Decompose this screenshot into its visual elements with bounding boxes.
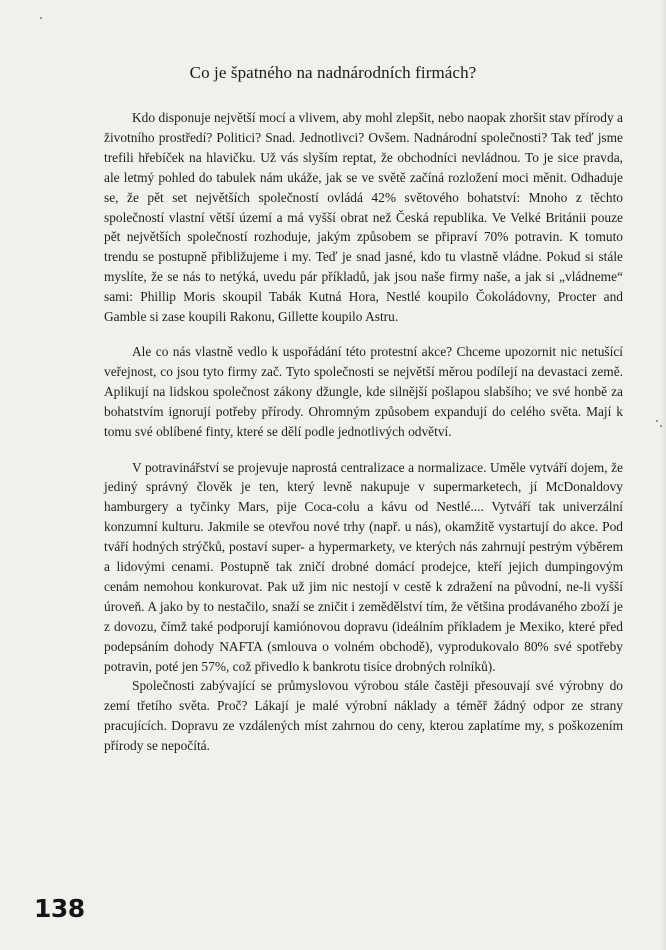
scan-speck xyxy=(656,420,658,422)
paragraph: Kdo disponuje největší mocí a vlivem, aby mohl zlepšit, nebo naopak zhoršit stav přírody a životního prostředí? Politici? Snad. Jednotlivci? Ovšem. Nadnárodní společnosti? Tak teď jsme trefili hřebíček na hlavičku. Už vás slyším reptat, že obchodníci nevládnou. To je sice pravda, ale letmý pohled do tabulek nám ukáže, jak se ve světě začíná rozložení moci měnit. Odhaduje se, že pět set největších společností ovládá 42% světového bohatství: Mnoho z těchto společností vlastní větší území a má vyšší obrat než Česká republika. Ve Velké Británii pouze pět největších společností rozhoduje, jakým způsobem se připraví 70% potravin. K tomuto trendu se postupně přibližujeme i my. Teď je snad jasné, kdo tu vlastně vládne. Pokud si stále myslíte, že se nás to netýká, uvedu pár příkladů, jak jsou naše firmy naše, a jak si „vládneme“ sami: Phillip Moris skoupil Tabák Kutná Hora, Nestlé koupilo Čokoládovny, Procter and Gamble si zase koupili Rakonu, Gillette koupilo Astru. xyxy=(104,110,623,325)
page-edge-shadow xyxy=(660,0,666,950)
paragraph: V potravinářství se projevuje naprostá centralizace a normalizace. Uměle vytváří dojem, že jediný správný člověk je ten, který levně nakupuje v supermarketech, jí McDonaldovy hamburgery a tyčinky Mars, pije Coca-colu a kávu od Nestlé.... Vytváří tak univerzální konzumní kulturu. Jakmile se otevřou nové trhy (např. u nás), okamžitě vystartují do akce. Pod tváří hodných strýčků, postaví super- a hypermarkety, ve kterých nás zahrnují pestrým výběrem a lidovými cenami. Postupně tak zničí drobné domácí prodejce, kteří jejich dumpingovým cenám nemohou konkurovat. Pak už jim nic nestojí v cestě k zdražení na původní, ne-li vyšší úroveň. A jako by to nestačilo, snaží se zničit i zemědělství tím, že většina prodávaného zboží je z dovozu, čímž také podporují kamiónovou dopravu (ideálním příkladem je Mexiko, které před podepsáním dohody NAFTA (smlouva o volném obchodě), vyprodukovalo 80% své spotřeby potravin, poté jen 57%, což přivedlo k bankrotu tisíce drobných rolníků). xyxy=(104,459,623,674)
body-text xyxy=(104,108,623,756)
page-number: 138 xyxy=(34,894,85,923)
paragraph: Společnosti zabývající se průmyslovou výrobou stále častěji přesouvají své výrobny do zemí třetího světa. Proč? Lákají je malé výrobní náklady a téměř žádný odpor ze strany pracujících. Dopravu ze vzdálených míst zahrnou do ceny, kterou zaplatíme my, s poškozením přírody se nepočítá. xyxy=(104,678,623,754)
chapter-title: Co je špatného na nadnárodních firmách? xyxy=(189,63,477,82)
paragraph: Ale co nás vlastně vedlo k uspořádání této protestní akce? Chceme upozornit nic netušící veřejnost, co jsou tyto firmy zač. Tyto společnosti se největší měrou podílejí na devastaci země. Aplikují na lidskou společnost zákony džungle, kde silnější pošlapou slabšího; ve své honbě za bohatstvím ignorují potřeby přírody. Ohromným způsobem expandují do celého světa. Mají k tomu své oblíbené finty, které se dělí podle jednotlivých odvětví. xyxy=(104,343,623,439)
scan-speck xyxy=(40,17,42,19)
